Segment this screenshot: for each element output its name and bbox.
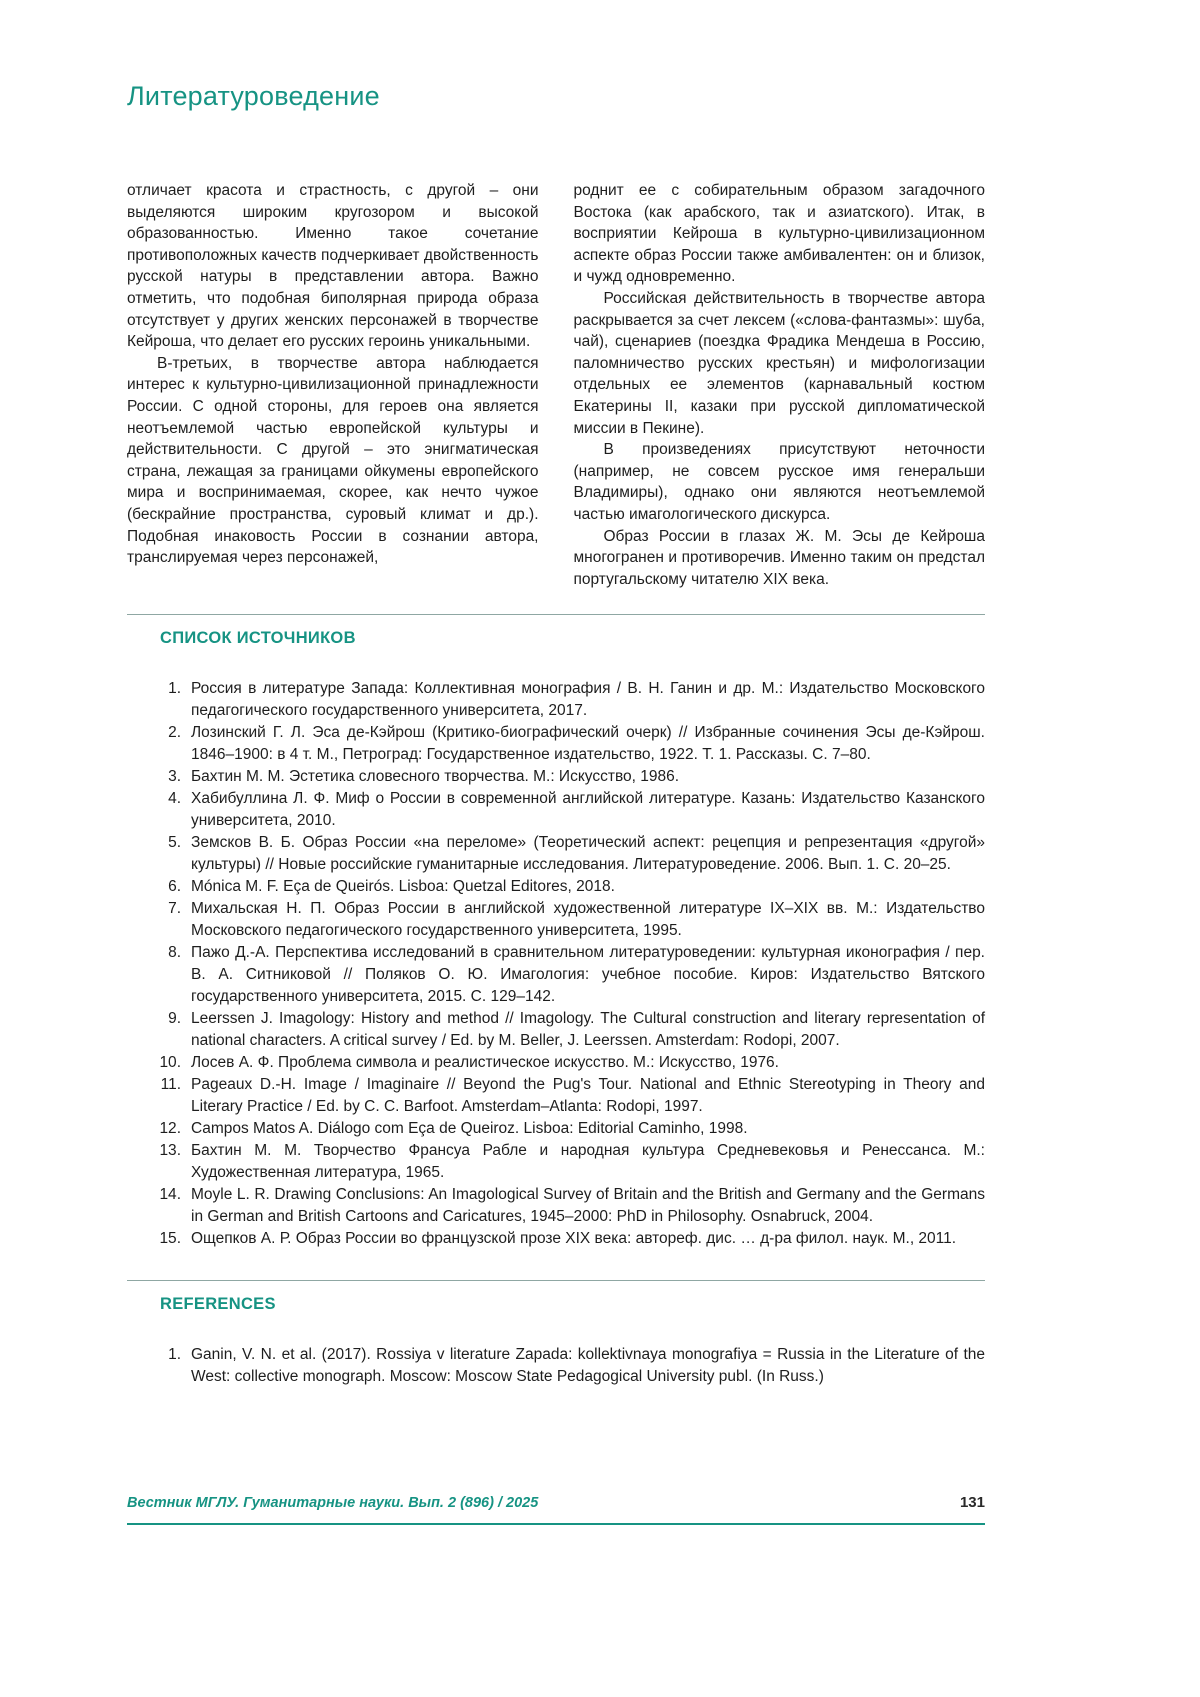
section-divider: [127, 614, 985, 615]
reference-item: Ganin, V. N. et al. (2017). Rossiya v literature Zapada: kollektivnaya monografiya = Russia in the Literature of the West: collective monograph. Moscow: Moscow State Pedagogical University publ. (In Russ.): [191, 1346, 985, 1386]
source-item: Хабибуллина Л. Ф. Миф о России в современной английской литературе. Казань: Издательство Казанского университета, 2010.: [191, 790, 985, 830]
source-item: Moyle L. R. Drawing Conclusions: An Imagological Survey of Britain and the British and Germany and the Germans in German and British Cartoons and Caricatures, 1945–2000: PhD in Philosophy. Osnabruck, 2004.: [191, 1186, 985, 1226]
paragraph: отличает красота и страстность, с другой – они выделяются широким кругозором и высокой образованностью. Именно такое сочетание противоположных качеств подчеркивает двойственность русской натуры в представлении автора. Важно отметить, что подобная биполярная природа образа отсутствует у других женских персонажей в творчестве Кейроша, что делает его русских героинь уникальными.: [127, 182, 539, 351]
references-list: [127, 1344, 985, 1388]
paragraph: В-третьих, в творчестве автора наблюдается интерес к культурно-цивилизационной принадлежности России. С одной стороны, для героев она является неотъемлемой частью европейской культуры и действительности. С другой – это энигматическая страна, лежащая за границами ойкумены европейского мира и воспринимаемая, скорее, как нечто чужое (бескрайние пространства, суровый климат и др.). Подобная инаковость России в сознании автора, транслируемая через персонажей,: [127, 354, 539, 567]
source-item: Пажо Д.-А. Перспектива исследований в сравнительном литературоведении: культурная иконография / пер. В. А. Ситниковой // Поляков О. Ю. Имагология: учебное пособие. Киров: Издательство Вятского государственного университета, 2015. С. 129–142.: [191, 944, 985, 1006]
page-number: 131: [959, 1494, 985, 1511]
source-item: Mónica M. F. Eça de Queirós. Lisboa: Quetzal Editores, 2018.: [191, 878, 615, 896]
source-item: Бахтин М. М. Эстетика словесного творчества. М.: Искусство, 1986.: [191, 768, 680, 786]
source-item: Ощепков А. Р. Образ России во французской прозе XIX века: автореф. дис. … д-ра филол. наук. М., 2011.: [191, 1230, 957, 1248]
article-body: [127, 180, 985, 590]
sources-list: [127, 678, 985, 1250]
source-item: Земсков В. Б. Образ России «на переломе» (Теоретический аспект: рецепция и репрезентация «другой» культуры) // Новые российские гуманитарные исследования. Литературоведение. 2006. Вып. 1. С. 20–25.: [191, 834, 985, 874]
source-item: Campos Matos A. Diálogo com Eça de Queiroz. Lisboa: Editorial Caminho, 1998.: [191, 1120, 748, 1138]
right-column: [574, 180, 986, 590]
page-footer: [127, 1494, 985, 1525]
footer-rule: [127, 1523, 985, 1525]
left-column: [127, 180, 539, 590]
source-item: Лосев А. Ф. Проблема символа и реалистическое искусство. М.: Искусство, 1976.: [191, 1054, 779, 1072]
source-item: Лозинский Г. Л. Эса де-Кэйрош (Критико-биографический очерк) // Избранные сочинения Эсы де-Кэйрош. 1846–1900: в 4 т. М., Петроград: Государственное издательство, 1922. Т. 1. Рассказы. С. 7–80.: [191, 724, 985, 764]
paragraph: Образ России в глазах Ж. М. Эсы де Кейроша многогранен и противоречив. Именно таким он предстал португальскому читателю XIX века.: [573, 527, 985, 588]
sources-heading: СПИСОК ИСТОЧНИКОВ: [160, 629, 356, 648]
source-item: Pageaux D.-H. Image / Imaginaire // Beyond the Pug's Tour. National and Ethnic Stereotyping in Theory and Literary Practice / Ed. by C. C. Barfoot. Amsterdam–Atlanta: Rodopi, 1997.: [191, 1076, 985, 1116]
section-heading: Литературоведение: [127, 81, 380, 111]
paragraph: роднит ее с собирательным образом загадочного Востока (как арабского, так и азиатского). Итак, в восприятии Кейроша в культурно-цивилизационном аспекте образ России также амбивалентен: он и близок, и чужд одновременно.: [573, 182, 985, 286]
source-item: Россия в литературе Запада: Коллективная монография / В. Н. Ганин и др. М.: Издательство Московского педагогического государственного университета, 2017.: [191, 680, 985, 720]
source-item: Leerssen J. Imagology: History and method // Imagology. The Cultural construction and literary representation of national characters. A critical survey / Ed. by M. Beller, J. Leerssen. Amsterdam: Rodopi, 2007.: [191, 1010, 985, 1050]
paragraph: В произведениях присутствуют неточности (например, не совсем русское имя генеральши Владимиры), однако они являются неотъемлемой частью имагологического дискурса.: [573, 441, 985, 523]
source-item: Бахтин М. М. Творчество Франсуа Рабле и народная культура Средневековья и Ренессанса. М.: Художественная литература, 1965.: [191, 1142, 985, 1182]
source-item: Михальская Н. П. Образ России в английской художественной литературе IX–XIX вв. М.: Издательство Московского педагогического государственного университета, 1995.: [191, 900, 985, 940]
journal-title: Вестник МГЛУ. Гуманитарные науки. Вып. 2 (896) / 2025: [127, 1495, 539, 1511]
paragraph: Российская действительность в творчестве автора раскрывается за счет лексем («слова-фантазмы»: шуба, чай), сценариев (поездка Фрадика Мендеша в Россию, паломничество русских крестьян) и мифологизации отдельных ее элементов (карнавальный костюм Екатерины II, казаки при русской дипломатической миссии в Пекине).: [573, 289, 985, 437]
section-divider: [127, 1280, 985, 1281]
footer-row: [127, 1494, 985, 1511]
references-heading: REFERENCES: [160, 1295, 276, 1314]
